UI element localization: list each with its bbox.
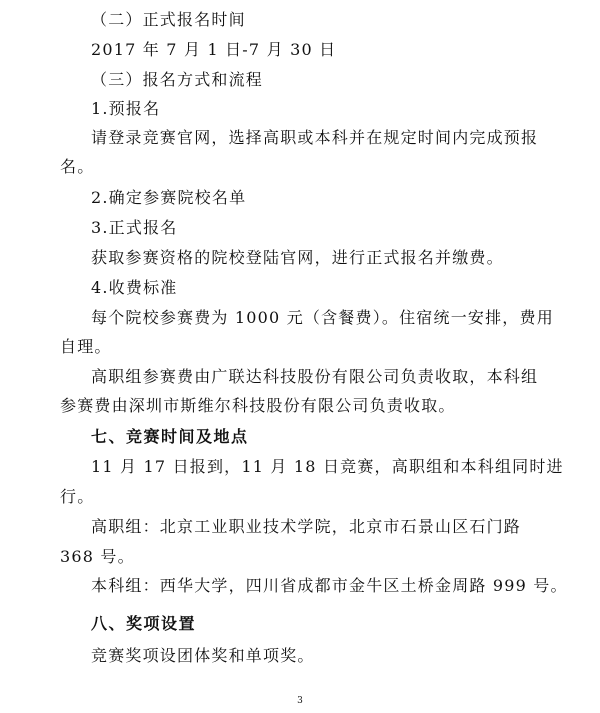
paragraph-fee-collection-line1: 高职组参赛费由广联达科技股份有限公司负责收取，本科组 (91, 367, 539, 386)
registration-date-range: 2017 年 7 月 1 日-7 月 30 日 (91, 40, 337, 59)
step-fee-standard: 4.收费标准 (91, 278, 178, 297)
step-confirm-schools: 2.确定参赛院校名单 (91, 188, 247, 207)
subheading-registration-time: （二）正式报名时间 (91, 10, 246, 29)
paragraph-vocational-venue-line1: 高职组：北京工业职业技术学院，北京市石景山区石门路 (91, 517, 522, 536)
paragraph-fee-line2: 自理。 (60, 337, 112, 356)
paragraph-vocational-venue-line2: 368 号。 (60, 547, 135, 566)
paragraph-schedule-line2: 行。 (60, 487, 95, 506)
paragraph-fee-collection-line2: 参赛费由深圳市斯维尔科技股份有限公司负责收取。 (60, 396, 456, 415)
section-heading-time-location: 七、竞赛时间及地点 (91, 427, 249, 446)
paragraph-fee-line1: 每个院校参赛费为 1000 元（含餐费）。住宿统一安排，费用 (91, 308, 554, 327)
subheading-registration-process: （三）报名方式和流程 (91, 70, 264, 89)
paragraph-pre-registration-line1: 请登录竞赛官网，选择高职或本科并在规定时间内完成预报 (91, 128, 539, 147)
page-number: 3 (297, 696, 303, 706)
paragraph-pre-registration-line2: 名。 (60, 157, 95, 176)
step-formal-registration: 3.正式报名 (91, 218, 178, 237)
paragraph-undergraduate-venue: 本科组：西华大学，四川省成都市金牛区土桥金周路 999 号。 (91, 576, 568, 595)
step-pre-registration: 1.预报名 (91, 99, 161, 118)
paragraph-formal-registration: 获取参赛资格的院校登陆官网，进行正式报名并缴费。 (91, 248, 504, 267)
section-heading-awards: 八、奖项设置 (91, 614, 197, 633)
paragraph-awards: 竞赛奖项设团体奖和单项奖。 (91, 646, 315, 665)
paragraph-schedule-line1: 11 月 17 日报到，11 月 18 日竞赛，高职组和本科组同时进 (91, 457, 564, 476)
